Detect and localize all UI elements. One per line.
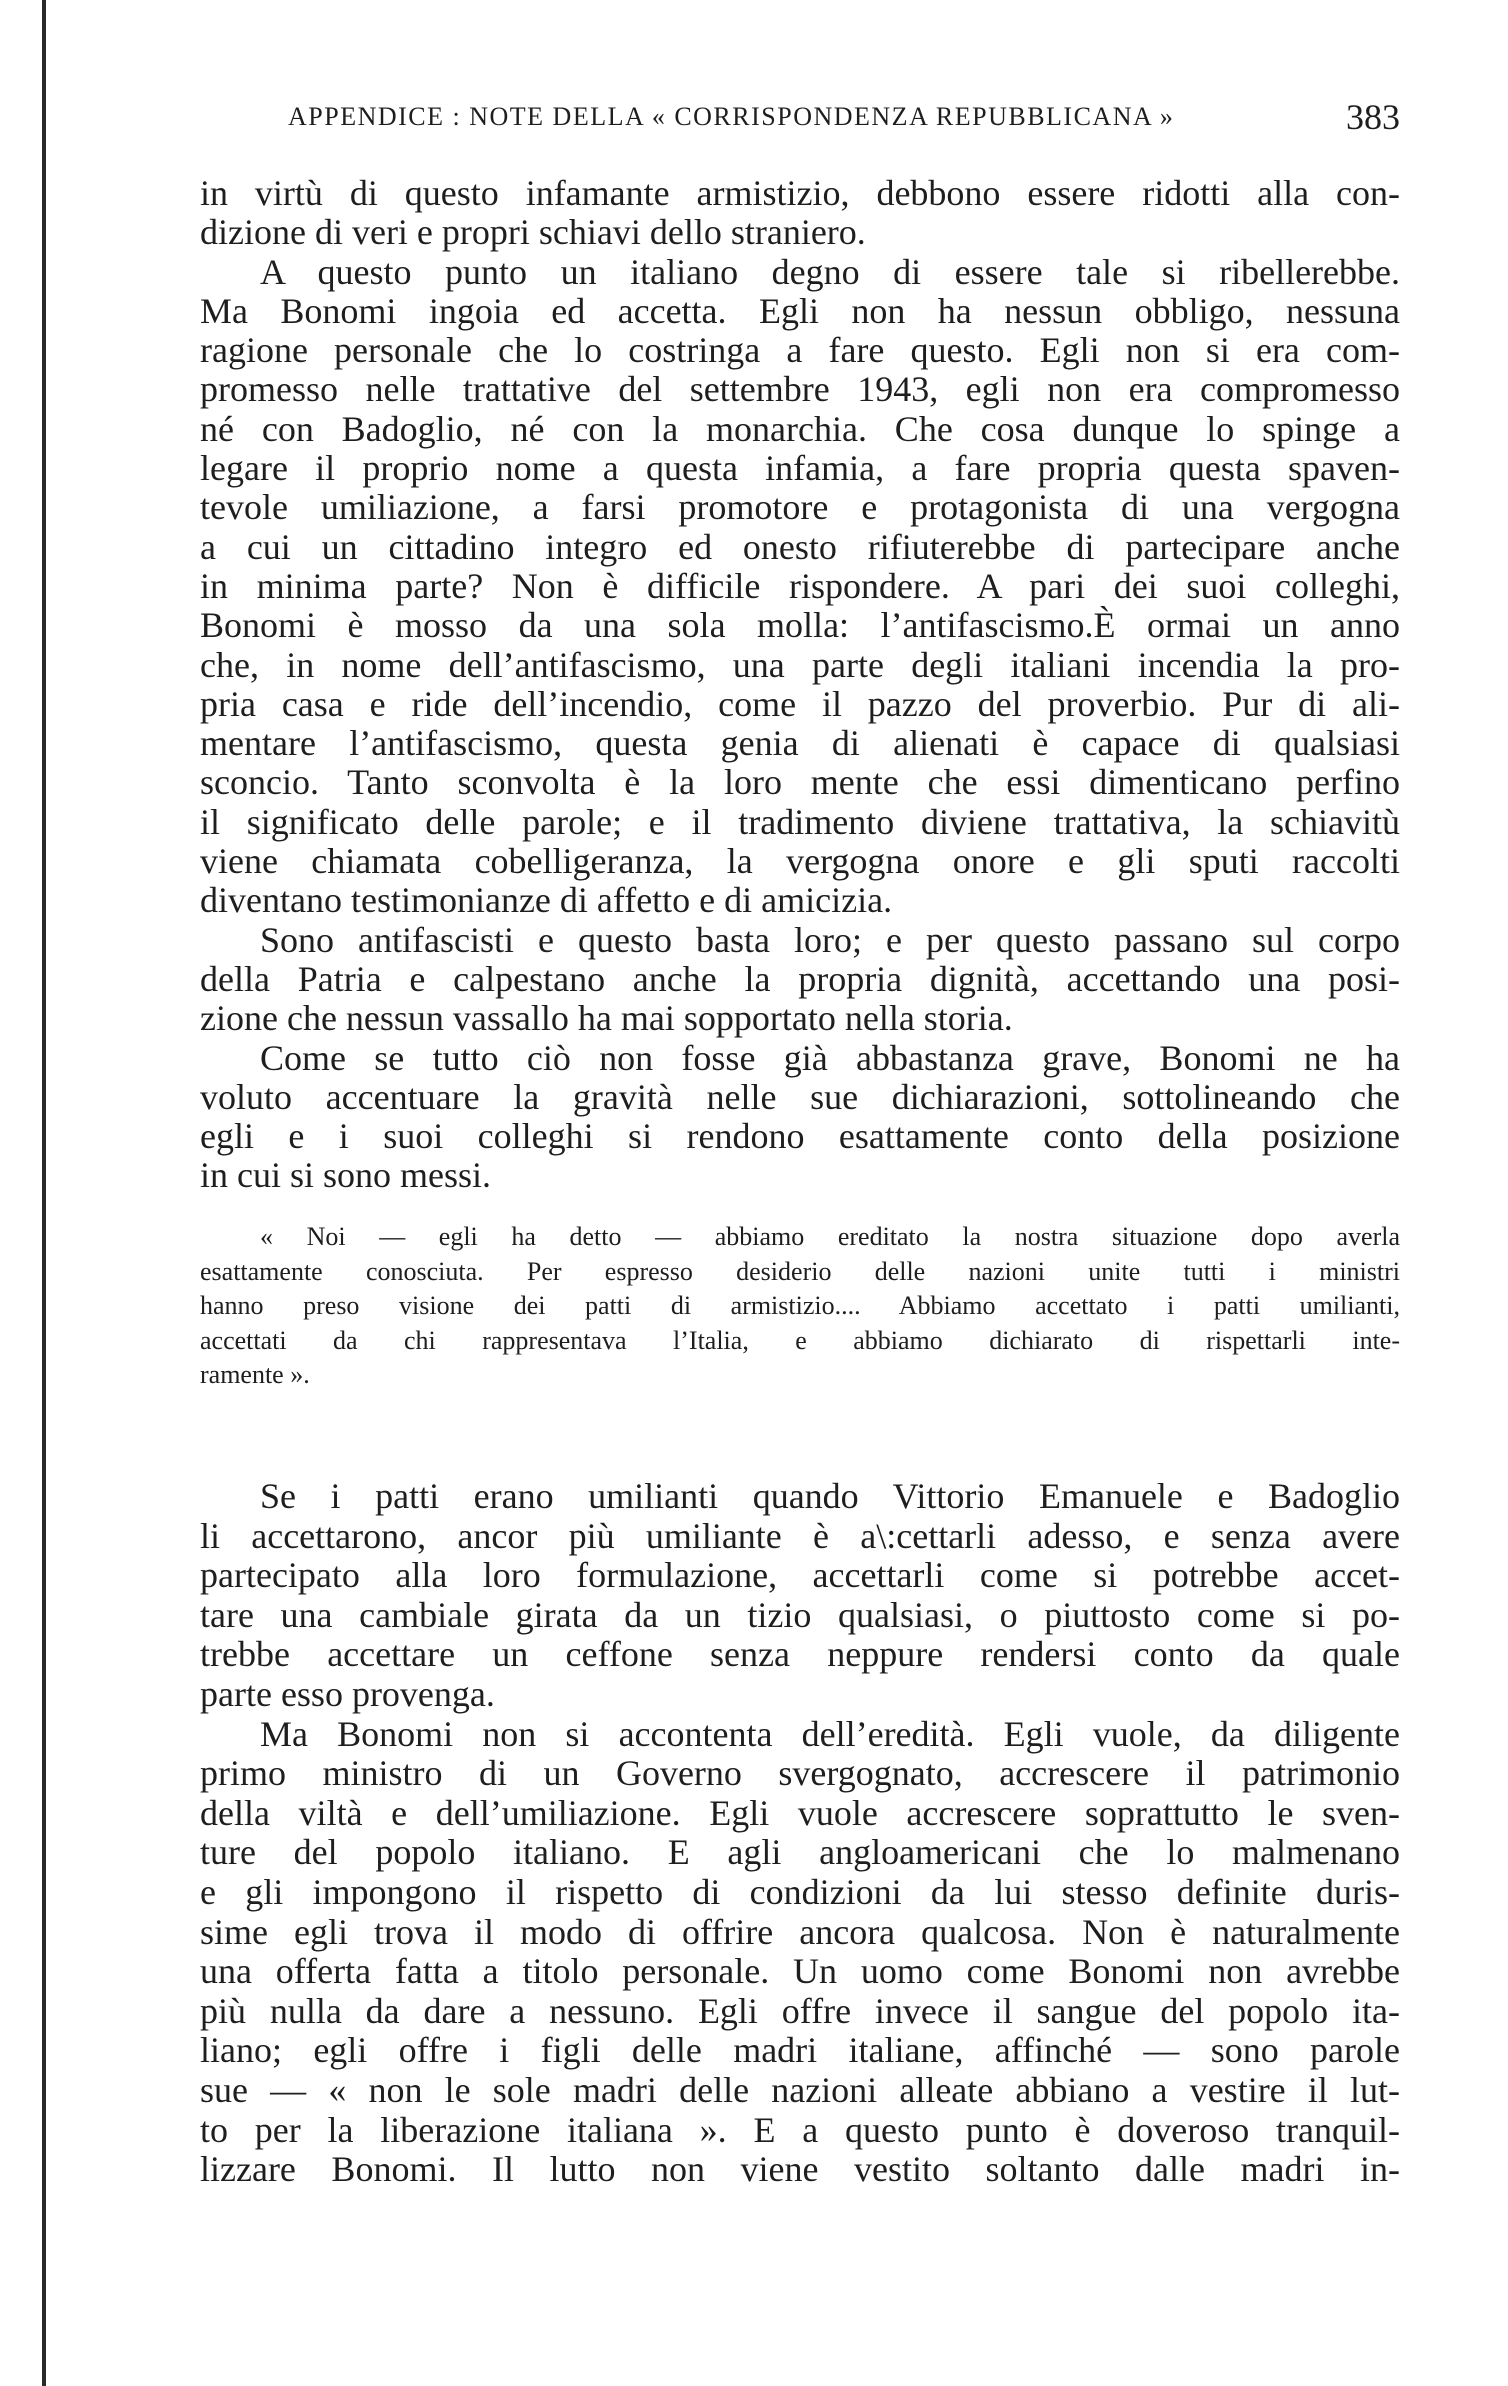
text-line: lizzare Bonomi. Il lutto non viene vestito soltanto dalle madri in- [200,2150,1400,2190]
text-line: viene chiamata cobelligeranza, la vergogna onore e gli sputi raccolti [200,842,1400,882]
text-line: tare una cambiale girata da un tizio qualsiasi, o piuttosto come si po- [200,1595,1400,1635]
text-line: zione che nessun vassallo ha mai sopportato nella storia. [200,999,1013,1039]
text-line: Bonomi è mosso da una sola molla: l’antifascismo.È ormai un anno [200,606,1400,646]
text-line: Sono antifascisti e questo basta loro; e per questo passano sul corpo [260,920,1400,960]
quote-line: « Noi — egli ha detto — abbiamo ereditato la nostra situazione dopo averla [260,1222,1400,1251]
text-line: parte esso provenga. [200,1674,495,1714]
text-line: Ma Bonomi ingoia ed accetta. Egli non ha nessun obbligo, nessuna [200,291,1400,331]
text-line: sconcio. Tanto sconvolta è la loro mente che essi dimenticano perfino [200,763,1400,803]
running-head [200,96,1400,144]
running-head-title: APPENDICE : NOTE DELLA « CORRISPONDENZA REPUBBLICANA » [288,102,1175,131]
text-line: tevole umiliazione, a farsi promotore e protagonista di una vergogna [200,488,1400,528]
body-text-block-1 [200,174,1400,1196]
text-line: pria casa e ride dell’incendio, come il pazzo del proverbio. Pur di ali- [200,684,1400,724]
text-line: li accettarono, ancor più umiliante è a\:cettarli adesso, e senza avere [200,1516,1400,1556]
text-line: a cui un cittadino integro ed onesto rifiuterebbe di partecipare anche [200,527,1400,567]
text-line: promesso nelle trattative del settembre 1943, egli non era compromesso [200,370,1400,410]
text-line: sue — « non le sole madri delle nazioni alleate abbiano a vestire il lut- [200,2070,1400,2110]
text-line: dizione di veri e propri schiavi dello straniero. [200,213,866,253]
text-line: della viltà e dell’umiliazione. Egli vuole accrescere soprattutto le sven- [200,1793,1400,1833]
block-quote [200,1220,1400,1393]
text-line: ragione personale che lo costringa a fare questo. Egli non si era com- [200,331,1400,371]
text-line: legare il proprio nome a questa infamia, a fare propria questa spaven- [200,449,1400,489]
text-line: to per la liberazione italiana ». E a questo punto è doveroso tranquil- [200,2110,1400,2150]
body-text-block-2 [200,1477,1400,2190]
text-line: che, in nome dell’antifascismo, una parte degli italiani incendia la pro- [200,645,1400,685]
text-line: diventano testimonianze di affetto e di amicizia. [200,881,893,921]
text-line: ture del popolo italiano. E agli angloamericani che lo malmenano [200,1833,1400,1873]
text-line: più nulla da dare a nessuno. Egli offre invece il sangue del popolo ita- [200,1991,1400,2031]
text-line: Se i patti erano umilianti quando Vittorio Emanuele e Badoglio [260,1477,1400,1516]
text-line: né con Badoglio, né con la monarchia. Che cosa dunque lo spinge a [200,409,1400,449]
page-spine [42,0,46,2386]
quote-line: esattamente conosciuta. Per espresso desiderio delle nazioni unite tutti i ministri [200,1256,1400,1286]
text-line: mentare l’antifascismo, questa genia di alienati è capace di qualsiasi [200,724,1400,764]
text-line: voluto accentuare la gravità nelle sue dichiarazioni, sottolineando che [200,1077,1400,1117]
text-line: il significato delle parole; e il tradimento diviene trattativa, la schiavitù [200,802,1400,842]
text-line: partecipato alla loro formulazione, accettarli come si potrebbe accet- [200,1556,1400,1596]
quote-line: hanno preso visione dei patti di armistizio.... Abbiamo accettato i patti umilianti, [200,1291,1400,1320]
text-line: Come se tutto ciò non fosse già abbastanza grave, Bonomi ne ha [260,1038,1400,1078]
text-line: una offerta fatta a titolo personale. Un uomo come Bonomi non avrebbe [200,1952,1400,1992]
text-line: in virtù di questo infamante armistizio, debbono essere ridotti alla con- [200,174,1400,213]
quote-line: ramente ». [200,1360,310,1389]
text-line: e gli impongono il rispetto di condizioni da lui stesso definite duris- [200,1872,1400,1912]
text-line: Ma Bonomi non si accontenta dell’eredità. Egli vuole, da diligente [260,1714,1400,1754]
text-line: trebbe accettare un ceffone senza neppure rendersi conto da quale [200,1635,1400,1675]
quote-line: accettati da chi rappresentava l’Italia, e abbiamo dichiarato di rispettarli inte- [200,1325,1400,1355]
text-line: sime egli trova il modo di offrire ancora qualcosa. Non è naturalmente [200,1912,1400,1952]
text-line: egli e i suoi colleghi si rendono esattamente conto della posizione [200,1117,1400,1157]
text-line: della Patria e calpestano anche la propria dignità, accettando una posi- [200,959,1400,999]
text-line: in minima parte? Non è difficile rispondere. A pari dei suoi colleghi, [200,566,1400,606]
text-line: primo ministro di un Governo svergognato, accrescere il patrimonio [200,1754,1400,1794]
page-number: 383 [1346,97,1400,137]
text-line: liano; egli offre i figli delle madri italiane, affinché — sono parole [200,2031,1400,2071]
text-line: in cui si sono messi. [200,1156,492,1196]
text-line: A questo punto un italiano degno di essere tale si ribellerebbe. [260,252,1400,292]
